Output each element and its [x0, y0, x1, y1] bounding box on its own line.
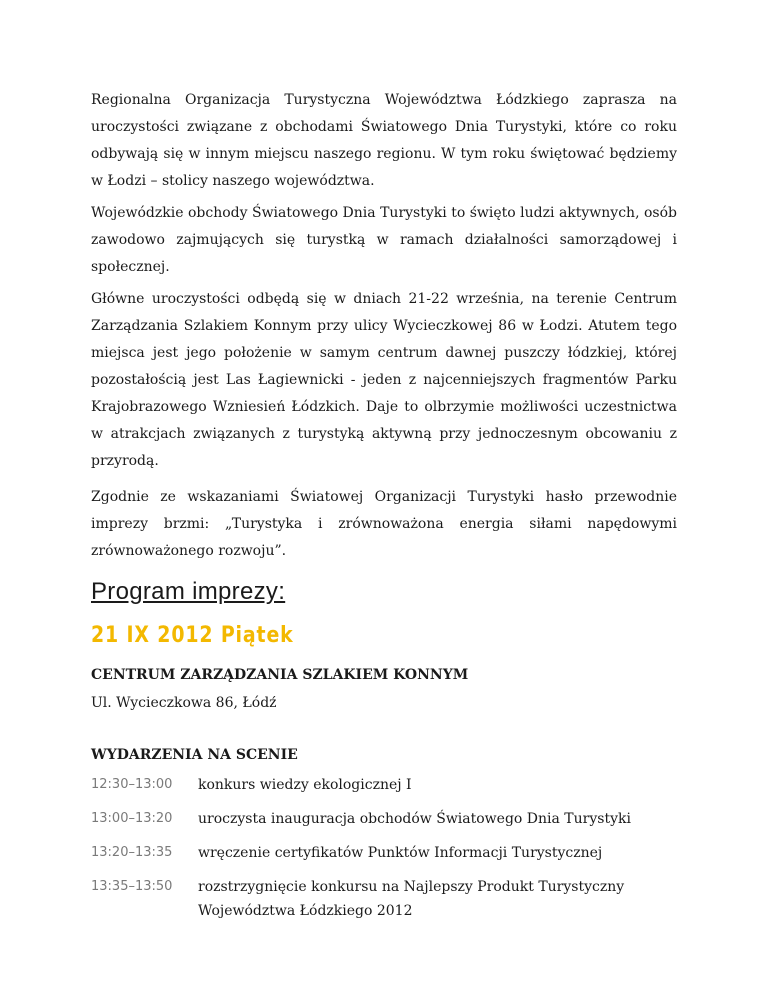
venue-address: Ul. Wycieczkowa 86, Łódź — [91, 695, 277, 711]
motto-paragraph: Zgodnie ze wskazaniami Światowej Organizacji Turystyki hasło przewodnie imprezy brzmi: „Turystyka i zrównoważona energia siłami napędowymi zrównoważonego rozwoju”. — [91, 489, 677, 559]
schedule-description: konkurs wiedzy ekologicznej I — [198, 777, 412, 793]
schedule-row — [91, 875, 691, 923]
schedule-row — [91, 841, 691, 865]
schedule-row — [91, 807, 691, 831]
program-heading: Program imprezy: — [91, 578, 286, 605]
schedule-list — [91, 773, 691, 923]
intro-paragraph: Regionalna Organizacja Turystyczna Województwa Łódzkiego zaprasza na uroczystości związane z obchodami Światowego Dnia Turystyki, które co roku odbywają się w innym miejscu naszego regionu. W tym roku świętować będziemy w Łodzi – stolicy naszego województwa. — [91, 92, 677, 189]
schedule-row — [91, 773, 691, 797]
venue-name: CENTRUM ZARZĄDZANIA SZLAKIEM KONNYM — [91, 667, 469, 683]
day-heading: 21 IX 2012 Piątek — [91, 623, 294, 648]
events-heading: WYDARZENIA NA SCENIE — [91, 747, 298, 763]
celebration-paragraph: Wojewódzkie obchody Światowego Dnia Turystyki to święto ludzi aktywnych, osób zawodowo zajmujących się turystką w ramach działalności samorządowej i społecznej. — [91, 205, 677, 275]
schedule-description: rozstrzygnięcie konkursu na Najlepszy Produkt Turystyczny Województwa Łódzkiego 2012 — [198, 879, 625, 919]
venue-paragraph: Główne uroczystości odbędą się w dniach 21-22 września, na terenie Centrum Zarządzania Szlakiem Konnym przy ulicy Wycieczkowej 86 w Łodzi. Atutem tego miejsca jest jego położenie w samym centrum dawnej puszczy łódzkiej, której pozostałością jest Las Łagiewnicki - jeden z najcenniejszych fragmentów Parku Krajobrazowego Wzniesień Łódzkich. Daje to olbrzymie możliwości uczestnictwa w atrakcjach związanych z turystyką aktywną przy jednoczesnym obcowaniu z przyrodą. — [91, 291, 677, 469]
schedule-time: 12:30–13:00 — [91, 777, 173, 792]
schedule-time: 13:20–13:35 — [91, 845, 173, 860]
schedule-description: wręczenie certyfikatów Punktów Informacji Turystycznej — [198, 845, 603, 861]
schedule-description: uroczysta inauguracja obchodów Światowego Dnia Turystyki — [198, 811, 631, 827]
schedule-time: 13:35–13:50 — [91, 879, 173, 894]
schedule-time: 13:00–13:20 — [91, 811, 173, 826]
